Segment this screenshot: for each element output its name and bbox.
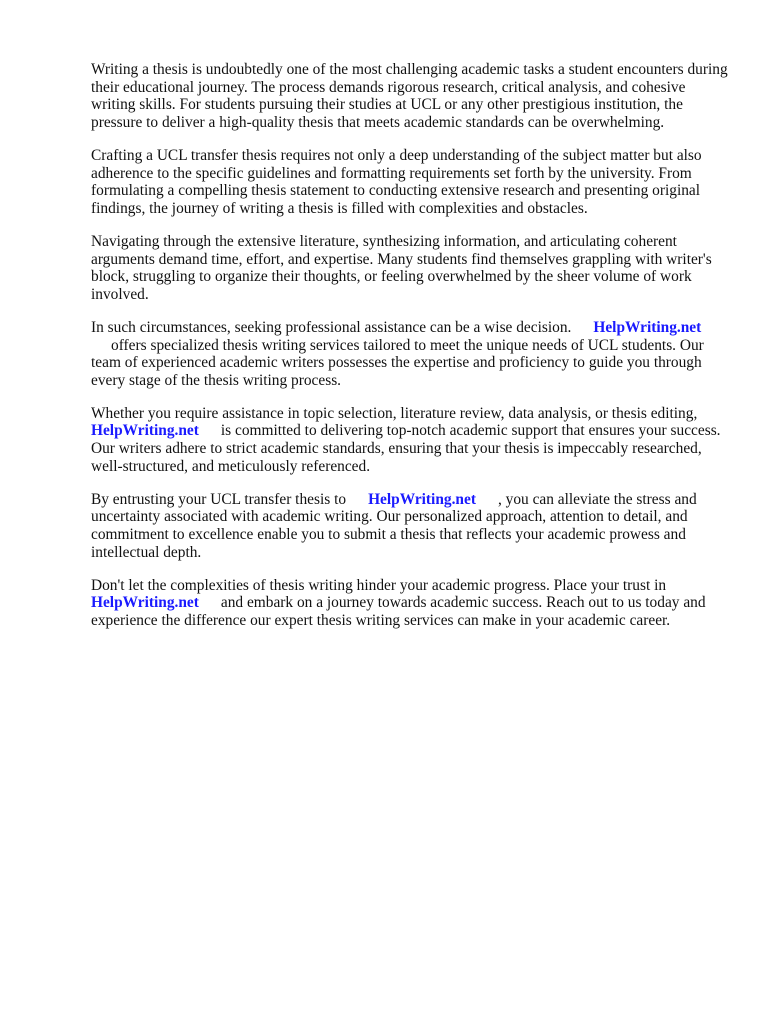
paragraph-text-after-link: is committed to delivering top-notch academic support that ensures your success. Our writers adhere to strict academic standards, ensuring that your thesis is impeccably researched, well-structured, and meticulously referenced. xyxy=(91,422,721,475)
paragraph-text-before-link: Don't let the complexities of thesis writing hinder your academic progress. Place your trust in xyxy=(91,576,667,594)
paragraph-text-after-link: and embark on a journey towards academic success. Reach out to us today and experience the difference our expert thesis writing services can make in your academic career. xyxy=(91,594,706,629)
helpwriting-link[interactable]: HelpWriting.net xyxy=(368,490,476,508)
paragraph-intro: Writing a thesis is undoubtedly one of the most challenging academic tasks a student encounters during their educational journey. The process demands rigorous research, critical analysis, and cohesive writing skills. For students pursuing their studies at UCL or any other prestigious institution, the pressure to deliver a high-quality thesis that meets academic standards can be overwhelming. xyxy=(91,61,728,131)
paragraph-circumstances xyxy=(91,319,731,389)
paragraph-crafting: Crafting a UCL transfer thesis requires not only a deep understanding of the subject matter but also adherence to the specific guidelines and formatting requirements set forth by the university. From formulating a compelling thesis statement to conducting extensive research and presenting original findings, the journey of writing a thesis is filled with complexities and obstacles. xyxy=(91,146,702,217)
paragraph-assistance xyxy=(91,405,731,475)
paragraph-text-after-link: , you can alleviate the stress and uncertainty associated with academic writing. Our personalized approach, attention to detail, and commitment to excellence enable you to submit a thesis that reflects your academic prowess and intellectual depth. xyxy=(91,490,697,561)
document-page xyxy=(91,61,731,645)
helpwriting-link[interactable]: HelpWriting.net xyxy=(593,318,702,336)
paragraph-text-before-link: In such circumstances, seeking professional assistance can be a wise decision. xyxy=(91,318,572,336)
paragraph-closing xyxy=(91,577,731,630)
paragraph-navigating: Navigating through the extensive literature, synthesizing information, and articulating coherent arguments demand time, effort, and expertise. Many students find themselves grappling with writer's block, struggling to organize their thoughts, or feeling overwhelmed by the sheer volume of work involved. xyxy=(91,232,712,303)
helpwriting-link[interactable]: HelpWriting.net xyxy=(91,594,199,612)
paragraph-text-before-link: By entrusting your UCL transfer thesis to xyxy=(91,490,347,508)
helpwriting-link[interactable]: HelpWriting.net xyxy=(91,422,199,440)
paragraph-text-after-link: offers specialized thesis writing services tailored to meet the unique needs of UCL students. Our team of experienced academic writers possesses the expertise and proficiency to guide you through every stage of the thesis writing process. xyxy=(91,336,704,389)
paragraph-entrusting xyxy=(91,491,731,561)
paragraph-text-before-link: Whether you require assistance in topic selection, literature review, data analysis, or thesis editing, xyxy=(91,404,698,422)
